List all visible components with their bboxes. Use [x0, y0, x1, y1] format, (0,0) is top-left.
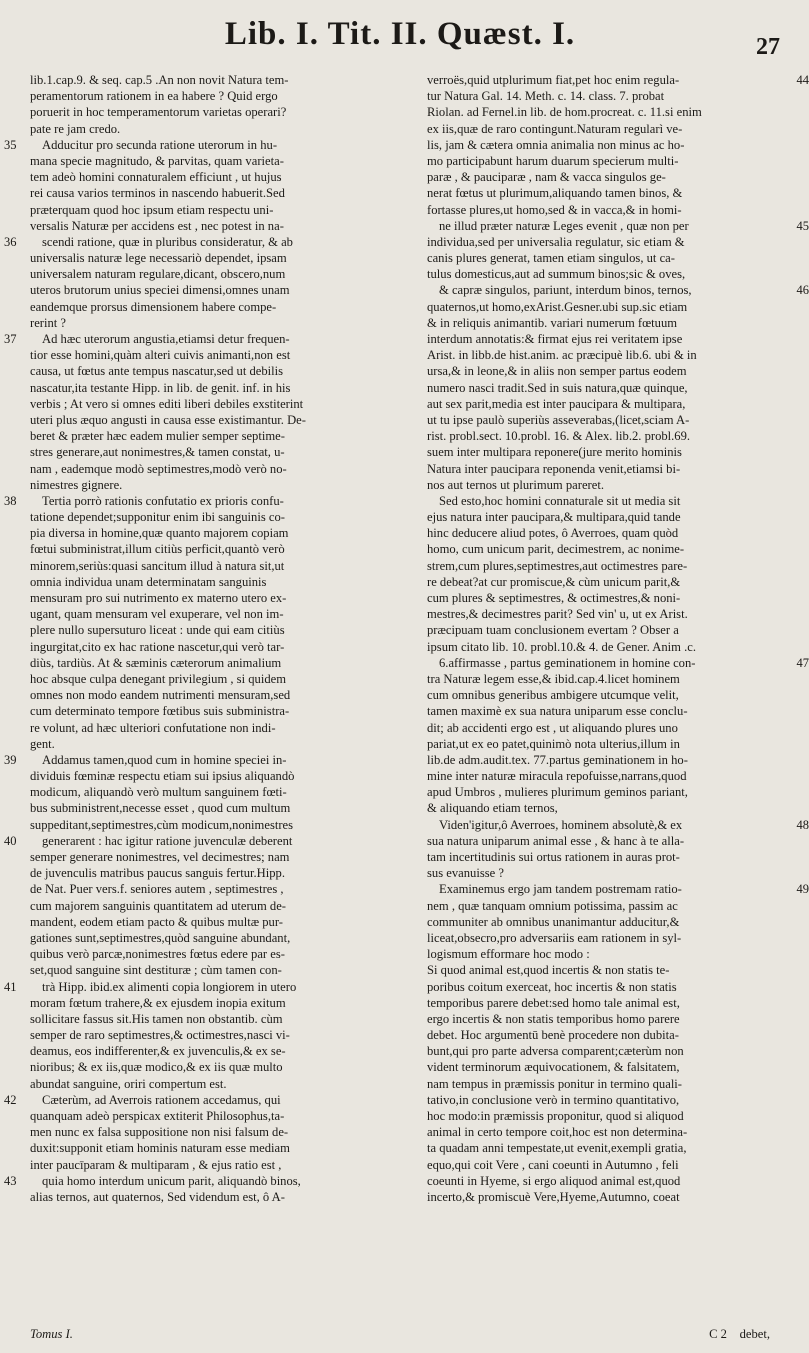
text-line: coeunti in Hyeme, si ergo aliquod animal est,quod: [427, 1173, 681, 1188]
text-line: tativo,in conclusione verò in termino quantitativo,: [427, 1092, 680, 1107]
text-line: poribus coitum exerceat, hoc incertis & non statis: [427, 979, 677, 994]
text-line: alias ternos, aut quaternos, Sed videndum est, ô A-: [30, 1189, 285, 1204]
paragraph: [427, 881, 809, 1205]
text-line: de Nat. Puer vers.f. seniores autem , septimestres ,: [30, 882, 284, 897]
running-title: Lib. I. Tit. II. Quæst. I.: [224, 16, 576, 52]
text-line: nascatur,ita testante Hipp. in lib. de genit. inf. in his: [30, 380, 291, 395]
text-line: abundat sanguine, oriri compertum est.: [30, 1076, 227, 1091]
text-line: tur Natura Gal. 14. Meth. c. 14. class. 7. probat: [427, 89, 665, 104]
text-line: dividuis fœminæ respectu etiam sui ipsius aliquandò: [30, 769, 295, 784]
text-line: homo, cum unicum parit, decimestrem, ac nonime-: [427, 542, 685, 557]
text-line: rerint ?: [30, 315, 67, 330]
text-line: ergo incertis & non statis temporibus homo parere: [427, 1011, 680, 1026]
paragraph: [4, 234, 383, 331]
text-line: de juvenculis matribus paucus sanguis fertur.Hipp.: [30, 866, 285, 881]
text-line: inter paucīparam & multiparam , & ejus ratio est ,: [30, 1157, 282, 1172]
text-line: rei causa varios terminos in nascendo habuerit.Sed: [30, 186, 285, 201]
text-line: verbis ; At vero si omnes editi liberi debiles exstiterint: [30, 396, 304, 411]
text-line: Tertia porrò rationis confutatio ex prioris confu-: [42, 493, 284, 508]
text-line: nem , quæ tanquam omnium potissima, passim ac: [427, 898, 678, 913]
text-line: quibus verò parcæ,nonimestres fœtus edere par es-: [30, 947, 285, 962]
text-line: ipsum citato lib. 10. probl.10.& 4. de Gener. Anim .c.: [427, 639, 696, 654]
text-line: ugant, quam mensuram vel exuperare, vel non im-: [30, 607, 284, 622]
text-line: temporibus parere debet:sed homo tale animal est,: [427, 995, 680, 1010]
margin-section-number: 46: [796, 283, 809, 298]
footer-signature: [709, 1327, 770, 1342]
text-line: hoc absque culpa denegant privilegium , si quidem: [30, 671, 287, 686]
text-line: minorem,seriùs:quasi sancitum illud à natura sit,ut: [30, 558, 285, 573]
paragraph: [4, 137, 383, 234]
text-line: bus subministrent,necesse esset , quod cum multum: [30, 801, 291, 816]
text-line: gationes sunt,septimestres,quòd sanguine abundant,: [30, 930, 291, 945]
page-header: [0, 12, 800, 68]
text-line: sus evanuisse ?: [427, 866, 504, 881]
text-line: beret & præter hæc eadem mulier semper septime-: [30, 429, 285, 444]
text-line: vident terminorum æquivocationem, & falsitatem,: [427, 1060, 680, 1075]
margin-section-number: 36: [4, 234, 17, 249]
paragraph: [427, 282, 809, 492]
margin-section-number: 47: [796, 655, 809, 670]
text-line: mestres,& decimestres parit? Sed vin' u, ut ex Arist.: [427, 607, 688, 622]
text-line: modicum, aliquandò verò multum sanguinem fœti-: [30, 785, 287, 800]
text-line: suem inter multipara reponere(jure merito hominis: [427, 445, 682, 460]
text-line: duxit:supponit etiam hominis naturam esse mediam: [30, 1141, 290, 1156]
text-line: cum determinato tempore fœtibus suis subministra-: [30, 704, 290, 719]
text-line: individua,sed per universalia regulatur, sic etiam &: [427, 234, 685, 249]
text-line: scendi ratione, quæ in pluribus consideratur, & ab: [42, 234, 293, 249]
text-line: fœtui subministrat,illum citiùs perficit,quantò verò: [30, 542, 285, 557]
text-line: Natura inter paucipara reponenda venit,etiamsi bi-: [427, 461, 681, 476]
text-line: tulus domesticus,aut ad summum binos;sic & oves,: [427, 267, 686, 282]
text-line: equo,qui coit Vere , cani coeunti in Autumno , feli: [427, 1157, 679, 1172]
text-line: hoc modo:in præmissis proponitur, quod si aliquod: [427, 1109, 684, 1123]
text-line: hinc deducere aliud potes, ô Averroes, quam quòd: [427, 526, 679, 541]
text-line: & capræ singulos, pariunt, interdum binos, ternos,: [439, 283, 692, 298]
footer-catchword-left: Tomus I.: [30, 1327, 73, 1341]
text-line: trà Hipp. ibid.ex alimenti copia longiorem in utero: [42, 979, 297, 994]
text-line: plere nullo supersuturo liceat : unde qui eam citiùs: [30, 623, 285, 638]
text-line: tra Naturæ legem esse,& ibid.cap.4.licet hominem: [427, 671, 680, 686]
text-line: omnes non modo eandem nutrimenti mensuram,sed: [30, 688, 291, 703]
text-line: mandent, eodem etiam pacto & quibus multæ pur-: [30, 914, 283, 929]
text-line: suppeditant,septimestres,cùm modicum,nonimestres: [30, 817, 294, 832]
margin-section-number: 45: [796, 218, 809, 233]
text-line: uteros brutorum unius speciei dimensi,omnes unam: [30, 283, 290, 298]
text-line: mana specie magnitudo, & parvitas, quam varieta-: [30, 153, 284, 168]
text-line: ursa,& in leone,& in aliis non semper partus eodem: [427, 364, 687, 379]
text-line: numero nasci tradit.Sed in suis natura,quæ quinque,: [427, 380, 688, 395]
paragraph: [4, 1092, 383, 1173]
paragraph: [427, 817, 809, 882]
text-line: ex iis,quæ de raro contingunt.Naturam regularì ve-: [427, 121, 683, 136]
text-line: omnia individua unam determinatam sanguinis: [30, 574, 267, 589]
text-line: 6.affirmasse , partus geminationem in homine con-: [439, 655, 696, 670]
text-line: nam , eademque modò septimestres,modò verò no-: [30, 461, 287, 476]
text-line: ejus natura inter paucipara,& multipara,quid tande: [427, 510, 681, 525]
text-line: & in reliquis animantib. variari numerum fœtuum: [427, 315, 678, 330]
text-line: pate re jam credo.: [30, 121, 121, 136]
text-line: universalis naturæ lege necessariò dependet, ipsam: [30, 251, 287, 266]
text-line: ta quadam anni tempestate,ut evenit,exempli gratia,: [427, 1141, 687, 1156]
margin-section-number: 44: [796, 73, 809, 87]
text-line: tatione dependet;supponitur enim ibi sanguinis co-: [30, 510, 285, 525]
signature-mark: C 2: [709, 1327, 727, 1341]
text-line: deamus, eos indifferenter,& ex juvenculis,& ex se-: [30, 1044, 286, 1059]
text-line: communiter ab omnibus unanimantur adducitur,&: [427, 914, 680, 929]
page-number: 27: [756, 34, 780, 60]
text-line: logismum efformare hoc modo :: [427, 947, 590, 962]
text-line: peramentorum rationem in ea habere ? Quid ergo: [30, 89, 278, 104]
right-text-column: [427, 72, 809, 1342]
text-line: cum omnibus generibus ambigere utcumque velit,: [427, 688, 679, 703]
paragraph: [427, 72, 809, 218]
text-line: universalem naturam regulare,dicant, obscero,num: [30, 267, 286, 282]
text-line: nos aut ternos ut plurimum pareret.: [427, 477, 604, 492]
text-line: tior esse homini,quàm alteri cuivis animanti,non est: [30, 348, 291, 363]
margin-section-number: 35: [4, 137, 17, 152]
text-line: eandemque prorsus dimensionem habere compe-: [30, 299, 277, 314]
text-line: strem,cum plures,septimestres,aut octimestres pare-: [427, 558, 688, 573]
text-line: lib.de adm.audit.tex. 77.partus geminationem in ho-: [427, 752, 688, 767]
text-line: Sed esto,hoc homini connaturale sit ut media sit: [439, 493, 681, 508]
text-line: versalis Naturæ per accidens est , nec potest in na-: [30, 218, 284, 233]
margin-section-number: 42: [4, 1092, 17, 1107]
text-line: præterquam quod hoc ipsum etiam respectu uni-: [30, 202, 274, 217]
text-line: mine inter naturæ miracula repofuisse,narrans,quod: [427, 769, 687, 784]
text-line: verroës,quid utplurimum fiat,pet hoc enim regula-: [427, 73, 680, 87]
text-line: aut sex parit,media est inter paucipara & multipara,: [427, 396, 686, 411]
margin-section-number: 48: [796, 817, 809, 832]
paragraph: [4, 979, 383, 1092]
text-line: gent.: [30, 736, 55, 751]
text-line: & aliquando etiam ternos,: [427, 801, 558, 816]
paragraph: [4, 752, 383, 833]
text-line: re volunt, ad hæc ulteriori confutatione non indi-: [30, 720, 276, 735]
text-line: mensuram pro sui nutrimento ex materno utero ex-: [30, 591, 287, 605]
text-line: semper generare nonimestres, vel decimestres; nam: [30, 850, 290, 864]
text-line: dit; ab accidenti ergo est , ut aliquando plures uno: [427, 720, 678, 735]
text-line: ut tu ipse paulò superiùs asseverabas,(licet,sciam A-: [427, 412, 690, 427]
margin-section-number: 41: [4, 979, 17, 994]
text-line: set,quod sanguine sint destituræ ; cùm tamen con-: [30, 963, 282, 978]
text-line: tamen maximè ex sua natura uniparum esse conclu-: [427, 704, 688, 719]
text-line: canis plures generat, tamen etiam singulos, ut ca-: [427, 251, 675, 266]
paragraph: [30, 72, 383, 137]
margin-section-number: 40: [4, 833, 17, 848]
paragraph: [4, 331, 383, 493]
paragraph: [427, 493, 787, 655]
text-line: tam incertitudinis sui ortus rationem in auras prot-: [427, 850, 680, 864]
paragraph: [427, 218, 809, 283]
text-line: diùs, tardiùs. At & sæminis cæterorum animalium: [30, 655, 282, 670]
left-text-column: [4, 72, 383, 1342]
text-line: semper de raro septimestres,& octimestres,nasci vi-: [30, 1028, 290, 1043]
text-line: debet. Hoc argumentū benè procedere non dubita-: [427, 1028, 679, 1043]
text-line: bunt,qui pro parte adversa comparent;cæterùm non: [427, 1044, 684, 1059]
text-line: cum plures & septimestres, & octimestres,& noni-: [427, 591, 681, 605]
text-line: sua natura uniparum animal esse , & hanc à te alla-: [427, 833, 685, 848]
margin-section-number: 43: [4, 1173, 17, 1188]
text-line: stres generare,aut nonimestres,& tamen constat, u-: [30, 445, 285, 460]
text-line: liceat,obsecro,pro adversariis eam rationem in syl-: [427, 930, 682, 945]
text-line: quanquam adeò perspicax extiterit Philosophus,ta-: [30, 1109, 285, 1123]
text-line: lis, jam & cætera omnia animalia non minus ac ho-: [427, 137, 685, 152]
margin-section-number: 37: [4, 332, 17, 346]
margin-section-number: 39: [4, 752, 17, 767]
text-line: quia homo interdum unicum parit, aliquandò binos,: [42, 1173, 301, 1188]
text-line: Viden'igitur,ô Averroes, hominem absolutè,& ex: [439, 817, 683, 832]
text-line: rist. probl.sect. 10.probl. 16. & Alex. lib.2. probl.69.: [427, 429, 691, 444]
text-line: cum majorem sanguinis quantitatem ad uterum de-: [30, 898, 287, 913]
text-line: præcipuam tuam conclusionem evertam ? Obser a: [427, 623, 679, 638]
text-line: interdum annotatis:& firmat ejus rei veritatem ipse: [427, 332, 683, 346]
text-line: ingurgitat,cito ex hac ratione nascetur,qui verò tar-: [30, 639, 285, 654]
text-line: Addamus tamen,quod cum in homine speciei in-: [42, 752, 287, 767]
margin-section-number: 49: [796, 882, 809, 897]
text-line: pia diversa in homine,quæ quanto majorem copiam: [30, 526, 289, 541]
text-line: sollicitare fassus sit.His tamen non obstantib. cùm: [30, 1011, 283, 1026]
text-line: Si quod animal est,quod incertis & non statis te-: [427, 963, 670, 978]
text-line: Ad hæc uterorum angustia,etiamsi detur frequen-: [42, 332, 290, 346]
text-line: animal in certo tempore coit,hoc est non determina-: [427, 1125, 688, 1140]
text-line: nimestres gignere.: [30, 477, 123, 492]
paragraph: [427, 655, 809, 817]
text-line: nerat fœtus ut plurimum,aliquando tamen binos, &: [427, 186, 683, 201]
text-line: re debeat?at cur promiscue,& cùm unicum parit,&: [427, 574, 681, 589]
text-line: pariat,ut ex eo patet,quinimò nota ulterius,illum in: [427, 736, 680, 751]
text-line: moram fœtum trahere,& ex ejusdem inopia exitum: [30, 995, 286, 1010]
text-line: Arist. in libb.de hist.anim. ac præcipuè lib.6. ubi & in: [427, 348, 697, 363]
text-line: lib.1.cap.9. & seq. cap.5 .An non novit Natura tem-: [30, 73, 289, 87]
text-line: Riolan. ad Fernel.in lib. de hom.procreat. c. 11.si enim: [427, 105, 702, 120]
text-line: tem adeò homini connaturalem efficiunt , ut hujus: [30, 170, 282, 185]
text-line: Examinemus ergo jam tandem postremam ratio-: [439, 882, 682, 897]
text-line: incerto,& promiscuè Vere,Hyeme,Autumno, coeat: [427, 1189, 680, 1204]
text-line: generarent : hac igitur ratione juvenculæ deberent: [42, 833, 293, 848]
text-line: causa, ut fœtus ante tempus nascatur,sed ut debilis: [30, 364, 284, 379]
paragraph: [4, 493, 383, 752]
text-line: poruerit in hoc temperamentorum varietas operari?: [30, 105, 287, 120]
text-line: nioribus; & ex iis,quæ modico,& ex iis quæ multo: [30, 1060, 283, 1075]
text-line: uteri plus æquo angusti in causa esse existimantur. De-: [30, 412, 306, 427]
footer-catchword-right: debet,: [739, 1327, 770, 1341]
text-line: nam tempus in præmissis ponitur in termino quali-: [427, 1076, 683, 1091]
text-line: ne illud præter naturæ Leges evenit , quæ non per: [439, 218, 689, 233]
paragraph: [4, 1173, 383, 1205]
text-line: apud Umbros , mulieres plurimum geminos pariant,: [427, 785, 688, 800]
text-line: paræ , & pauciparæ , nam & vacca singulos ge-: [427, 170, 666, 185]
margin-section-number: 38: [4, 493, 17, 508]
text-line: Cæterùm, ad Averrois rationem accedamus, qui: [42, 1092, 281, 1107]
text-line: fortasse plures,ut homo,sed & in vacca,& in homi-: [427, 202, 682, 217]
text-line: Adducitur pro secunda ratione uterorum in hu-: [42, 137, 278, 152]
text-line: quaternos,ut homo,exArist.Gesner.ubi sup.sic etiam: [427, 299, 688, 314]
paragraph: [4, 833, 383, 979]
text-line: men nunc ex falsa suppositione non nisi falsum de-: [30, 1125, 289, 1140]
text-line: mo participabunt harum duarum specierum multi-: [427, 153, 679, 168]
page-footer: [0, 1322, 800, 1342]
